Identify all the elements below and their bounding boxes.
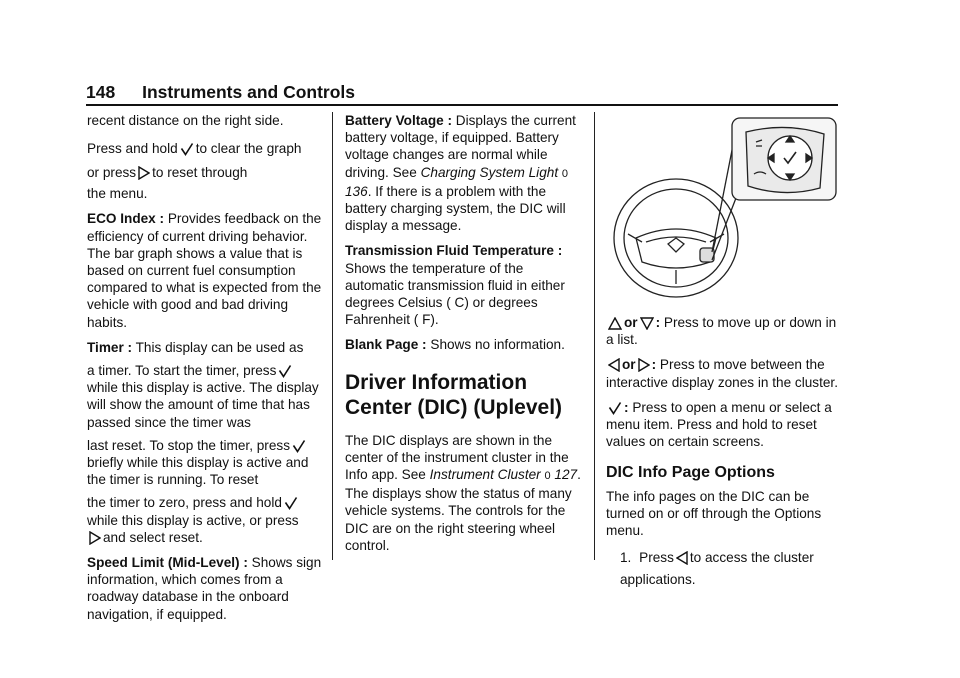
info-pages-text: The info pages on the DIC can be turned on or off through the Options menu. — [606, 488, 822, 539]
up-triangle-icon — [608, 317, 622, 330]
reset-instructions: or press to reset through — [87, 165, 248, 181]
column-2 — [345, 112, 583, 562]
dic-info-page-options-heading: DIC Info Page Options — [606, 464, 775, 482]
dic-heading: Driver Information Center (DIC) (Uplevel) — [345, 370, 563, 419]
eco-index-entry: ECO Index : Provides feedback on the efficiency of current driving behavior. The bar graph shows a value that is based on current fuel consumption compared to what is expected from the vehicle with good and bad driving habits. — [87, 211, 322, 330]
header-rule — [86, 104, 838, 106]
down-triangle-icon — [640, 317, 654, 330]
steering-wheel-illustration — [606, 112, 842, 302]
left-right-entry: or : Press to move between the interactive display zones in the cluster. — [606, 357, 838, 390]
graph-instructions: Press and hold to clear the graph — [87, 141, 302, 157]
blank-page-entry: Blank Page : Shows no information. — [345, 337, 565, 353]
xref-arrow-icon: 0 — [544, 470, 551, 483]
checkmark-icon — [608, 401, 622, 415]
recent-distance-text: recent distance on the right side. — [87, 113, 284, 128]
checkmark-icon — [284, 496, 298, 510]
left-triangle-icon — [608, 358, 620, 372]
right-triangle-icon — [638, 358, 650, 372]
instrument-cluster-link[interactable]: Instrument Cluster — [429, 467, 541, 483]
checkmark-icon — [278, 364, 292, 378]
checkmark-icon — [180, 142, 194, 156]
transmission-fluid-entry: Transmission Fluid Temperature : Shows the temperature of the automatic transmission fluid in either degrees Celsius ( C) or degrees Fahrenheit ( F). — [345, 243, 565, 328]
check-entry: : Press to open a menu or select a menu item. Press and hold to reset values on certain screens. — [606, 399, 832, 450]
speed-limit-entry: Speed Limit (Mid-Level) : Shows sign information, which comes from a roadway database in the onboard navigation, if equipped. — [87, 555, 322, 622]
column-1 — [87, 112, 323, 631]
battery-voltage-entry: Battery Voltage : Displays the current battery voltage, if equipped. Battery voltage changes are normal while driving. See Charging System Light 0 136. If there is a problem with the battery charging system, the DIC will display a message. — [345, 113, 576, 234]
up-down-entry: or : Press to move up or down in a list. — [606, 315, 837, 348]
column-3 — [606, 112, 842, 599]
dic-description: The DIC displays are shown in the center of the instrument cluster in the Info app. See Instrument Cluster 0 127. The displays show the status of many vehicle systems. The controls for the DIC are on the right steering wheel control. — [345, 432, 581, 553]
page-header — [86, 82, 355, 103]
menu-text: the menu. — [87, 186, 148, 202]
column-divider-1 — [332, 112, 333, 560]
right-triangle-icon — [89, 531, 101, 545]
column-divider-2 — [594, 112, 595, 560]
charging-system-light-link[interactable]: Charging System Light — [420, 164, 559, 180]
timer-entry: Timer : This display can be used as a timer. To start the timer, press while this display is active. The display will show the amount of time that has passed since the timer was last reset. To stop the timer, press briefly while this display is active and the timer is running. To reset the timer to zero, press and hold while this display is active, or press and select reset. — [87, 339, 319, 545]
right-triangle-icon — [138, 166, 150, 180]
section-title: Instruments and Controls — [142, 82, 356, 102]
checkmark-icon — [292, 439, 306, 453]
left-triangle-icon — [676, 551, 688, 565]
xref-arrow-icon: 0 — [561, 167, 569, 180]
page-number: 148 — [86, 82, 116, 102]
step-1: 1. Press to access the cluster applications. — [620, 550, 814, 588]
